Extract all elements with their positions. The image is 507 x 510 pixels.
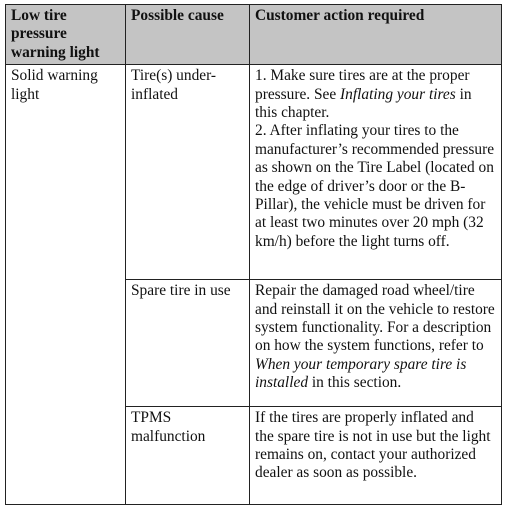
cause-cell: Spare tire in use xyxy=(126,280,250,407)
indicator-cell: Solid warning light xyxy=(6,65,126,505)
header-customer-action: Customer action required xyxy=(250,5,502,65)
header-warning-light: Low tire pressure warning light xyxy=(6,5,126,65)
cross-reference: When your temporary spare tire is installed xyxy=(255,355,467,392)
action-cell: If the tires are properly inflated and the spare tire is not in use but the light remains on, contact your authorized dealer as soon as possible. xyxy=(250,407,502,505)
cause-cell: TPMS malfunction xyxy=(126,407,250,505)
table-row xyxy=(6,65,502,280)
action-step-2: 2. After inflating your tires to the manufacturer’s recommended pressure as shown on the Tire Label (located on the edge of driver’s door or the B-Pillar), the vehicle must be driven for at least two minutes over 20 mph (32 km/h) before the light turns off. xyxy=(255,122,495,250)
tpms-table xyxy=(5,4,502,505)
header-possible-cause: Possible cause xyxy=(126,5,250,65)
header-row xyxy=(6,5,502,65)
cause-cell: Tire(s) under-inflated xyxy=(126,65,250,280)
cross-reference: Inflating your tires xyxy=(340,85,456,103)
action-cell: Repair the damaged road wheel/tire and reinstall it on the vehicle to restore system functionality. For a description on how the system functions, refer to When your temporary spare tire is installed in this section. xyxy=(250,280,502,407)
action-step-1: 1. Make sure tires are at the proper pressure. See Inflating your tires in this chapter. xyxy=(255,67,472,122)
action-cell xyxy=(250,65,502,280)
